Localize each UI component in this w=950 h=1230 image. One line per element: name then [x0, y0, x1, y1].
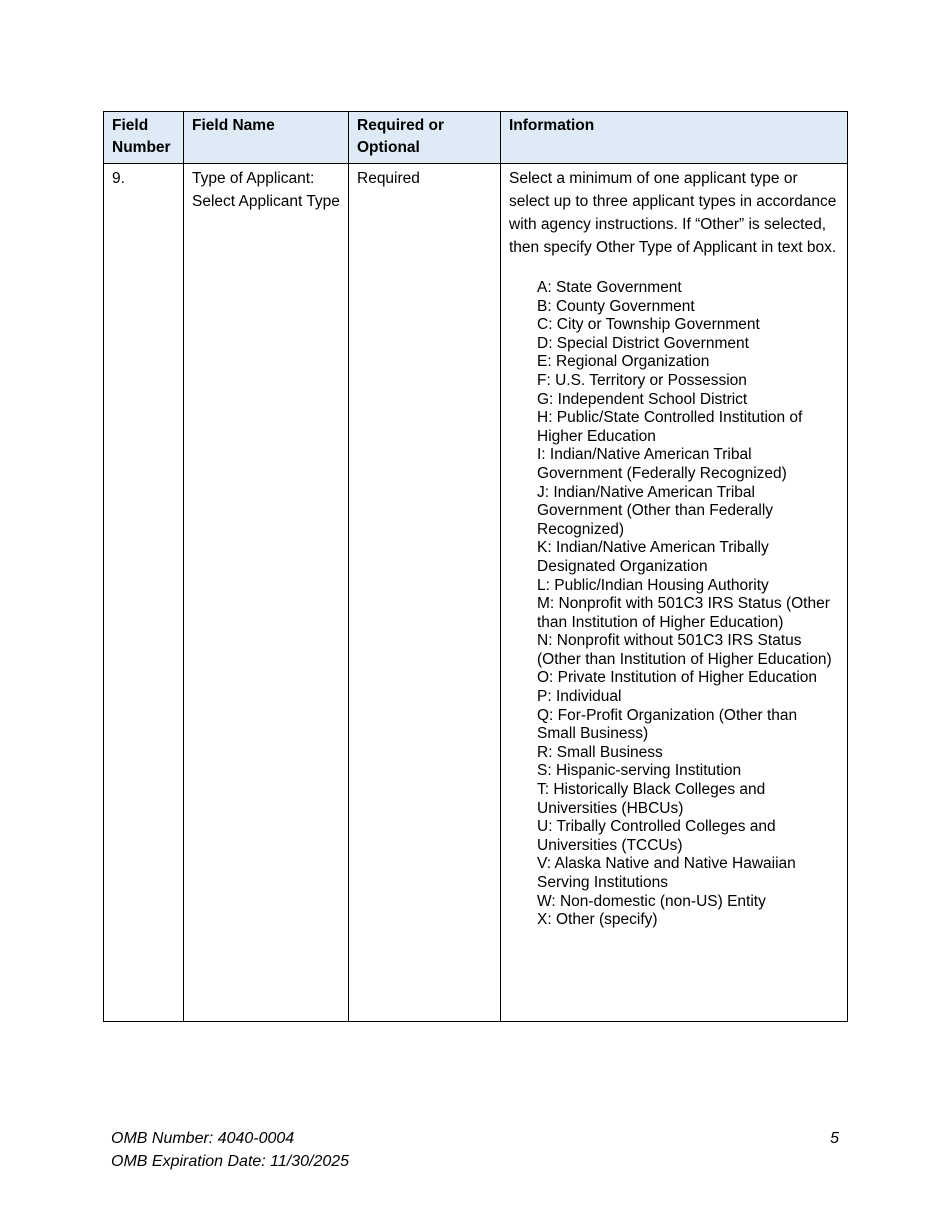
header-required-or-optional: Required or Optional	[349, 112, 501, 164]
omb-expiration-date: OMB Expiration Date: 11/30/2025	[111, 1153, 350, 1170]
list-item: P: Individual	[537, 688, 622, 706]
list-item: C: City or Township Government	[537, 316, 760, 334]
list-item: W: Non-domestic (non-US) Entity	[537, 892, 766, 910]
list-item: L: Public/Indian Housing Authority	[537, 576, 769, 594]
table-header-row	[104, 112, 848, 164]
header-information: Information	[501, 112, 848, 164]
cell-information	[501, 164, 848, 1022]
list-item: R: Small Business	[537, 743, 663, 761]
list-item: M: Nonprofit with 501C3 IRS Status (Other than Institution of Higher Education)	[537, 595, 830, 631]
list-item: D: Special District Government	[537, 334, 749, 352]
header-field-number: Field Number	[104, 112, 184, 164]
applicant-type-list	[509, 279, 839, 930]
list-item: H: Public/State Controlled Institution of Higher Education	[537, 409, 803, 445]
list-item: A: State Government	[537, 279, 682, 296]
page-footer	[111, 1127, 839, 1173]
list-item: N: Nonprofit without 501C3 IRS Status (Other than Institution of Higher Education)	[537, 632, 832, 668]
list-item: X: Other (specify)	[537, 911, 658, 929]
cell-field-number: 9.	[104, 164, 184, 1022]
omb-number: OMB Number: 4040-0004	[111, 1130, 295, 1147]
list-item: G: Independent School District	[537, 390, 748, 408]
list-item: B: County Government	[537, 297, 695, 315]
field-instructions-table	[103, 111, 848, 1022]
list-item: I: Indian/Native American Tribal Government (Federally Recognized)	[537, 446, 787, 482]
list-item: E: Regional Organization	[537, 353, 710, 371]
list-item: U: Tribally Controlled Colleges and Universities (TCCUs)	[537, 818, 776, 854]
list-item: V: Alaska Native and Native Hawaiian Serving Institutions	[537, 855, 796, 891]
header-field-name: Field Name	[184, 112, 349, 164]
list-item: J: Indian/Native American Tribal Government (Other than Federally Recognized)	[537, 483, 774, 538]
list-item: O: Private Institution of Higher Education	[537, 669, 818, 687]
page-number: 5	[830, 1130, 839, 1147]
cell-field-name: Type of Applicant: Select Applicant Type	[184, 164, 349, 1022]
cell-required-or-optional: Required	[349, 164, 501, 1022]
information-intro: Select a minimum of one applicant type or select up to three applicant types in accordance with agency instructions. If “Other” is selected, then specify Other Type of Applicant in text box.	[509, 170, 837, 256]
table-row	[104, 164, 848, 1022]
list-item: K: Indian/Native American Tribally Designated Organization	[537, 539, 769, 575]
list-item: F: U.S. Territory or Possession	[537, 371, 747, 389]
list-item: Q: For-Profit Organization (Other than Small Business)	[537, 706, 798, 743]
list-item: S: Hispanic-serving Institution	[537, 762, 742, 780]
list-item: T: Historically Black Colleges and Universities (HBCUs)	[537, 781, 766, 817]
